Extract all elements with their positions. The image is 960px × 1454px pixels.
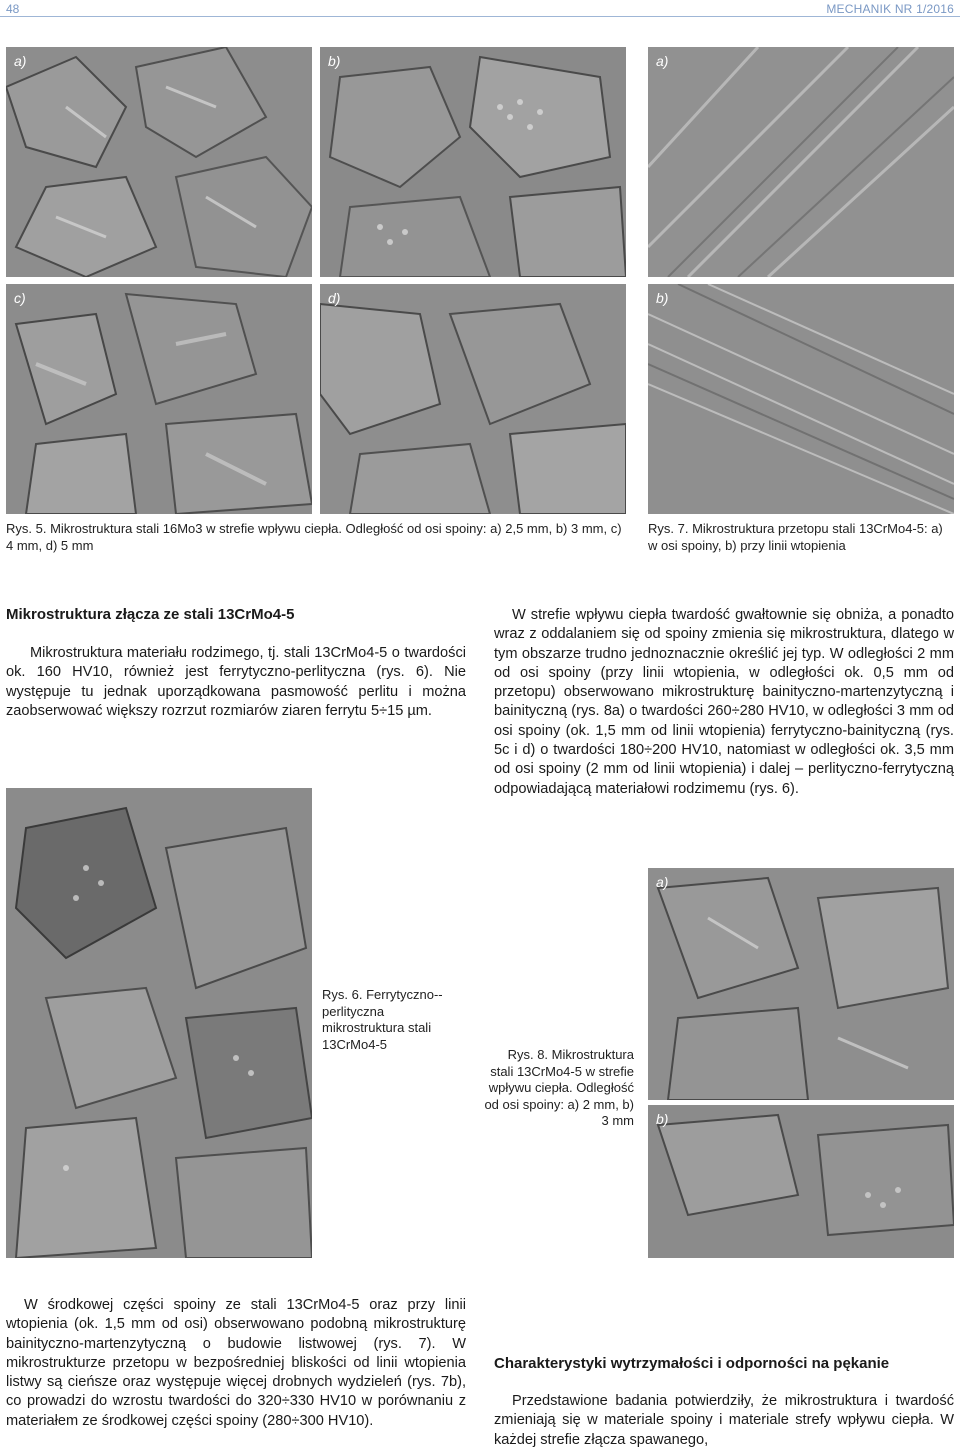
fig5-panel-a-micrograph: [6, 47, 312, 277]
journal-title: MECHANIK NR 1/2016: [826, 2, 954, 16]
micrograph-texture: [648, 47, 954, 277]
fig5-label-c: c): [14, 290, 26, 306]
micrograph-texture: [6, 284, 312, 514]
fig7-panel-b-micrograph: [648, 284, 954, 514]
micrograph-texture: [648, 868, 954, 1100]
fig8-label-a: a): [656, 874, 669, 890]
section2-paragraph: Przedstawione badania potwierdziły, że mikrostruktura i twardość zmieniają się w materiale spoiny i materiale strefy wpływu ciepła. W każdej strefie złącza spawanego,: [494, 1393, 954, 1448]
fig5-panel-c-micrograph: [6, 284, 312, 514]
fig6-micrograph: [6, 788, 312, 1258]
fig7-label-b: b): [656, 290, 669, 306]
header-rule: [0, 16, 960, 17]
page-number: 48: [6, 2, 20, 16]
fig5-caption: Rys. 5. Mikrostruktura stali 16Mo3 w strefie wpływu ciepła. Odległość od osi spoiny: a) 2,5 mm, b) 3 mm, c) 4 mm, d) 5 mm: [6, 521, 622, 553]
micrograph-texture: [6, 47, 312, 277]
fig8-caption: Rys. 8. Mikrostruktura stali 13CrMo4-5 w strefie wpływu ciepła. Odległość od osi spoiny: a) 2 mm, b) 3 mm: [484, 1047, 634, 1128]
micrograph-texture: [648, 284, 954, 514]
section1-paragraph: Mikrostruktura materiału rodzimego, tj. stali 13CrMo4-5 o twardości ok. 160 HV10, również jest ferrytyczno-perlityczna (rys. 6). Nie występuje tu jednak uporządkowana pasmowość perlitu i można zaobserwować większy rozrzut rozmiarów ziaren ferrytu 5÷15 µm.: [6, 645, 466, 719]
fig6-caption: Rys. 6. Ferrytyczno--perlityczna mikrostruktura stali 13CrMo4-5: [322, 987, 443, 1052]
fig7-panel-a-micrograph: [648, 47, 954, 277]
fig8-panel-a-micrograph: [648, 868, 954, 1100]
fig7-caption: Rys. 7. Mikrostruktura przetopu stali 13CrMo4-5: a) w osi spoiny, b) przy linii wtopienia: [648, 521, 943, 553]
fig8-label-b: b): [656, 1111, 669, 1127]
fig7-label-a: a): [656, 53, 669, 69]
micrograph-texture: [648, 1105, 954, 1258]
fig5-panel-b-micrograph: [320, 47, 626, 277]
fig5-label-b: b): [328, 53, 341, 69]
micrograph-texture: [6, 788, 312, 1258]
fig5-panel-d-micrograph: [320, 284, 626, 514]
bottom-left-paragraph: W środkowej części spoiny ze stali 13CrMo4-5 oraz przy linii wtopienia (ok. 1,5 mm od osi) obserwowano podobną mikrostrukturę bainityczno-martenzytyczną o budowie listwowej (rys. 7). W mikrostrukturze przetopu w bezpośredniej bliskości od linii wtopienia listwy są cieńsze oraz występuje więcej drobnych wydzieleń (rys. 7b), co prowadzi do wzrostu twardości do 320÷330 HV10 w porównaniu z materiałem ze środkowej części spoiny (280÷300 HV10).: [6, 1297, 466, 1429]
fig5-label-d: d): [328, 290, 341, 306]
fig8-panel-b-micrograph: [648, 1105, 954, 1258]
section-heading-strength: Charakterystyki wytrzymałości i odporności na pękanie: [494, 1355, 890, 1372]
micrograph-texture: [320, 284, 626, 514]
fig5-label-a: a): [14, 53, 27, 69]
micrograph-texture: [320, 47, 626, 277]
section-heading-microstructure: Mikrostruktura złącza ze stali 13CrMo4-5: [6, 606, 295, 623]
right-column-paragraph: W strefie wpływu ciepła twardość gwałtownie się obniża, a ponadto wraz z oddalaniem się od spoiny zmienia się mikrostruktura, dlatego w tym obszarze trudno jednoznacznie określić jej typ. W odległości 2 mm od osi spoiny (przy linii wtopienia, w odległości ok. 0,5 mm od przetopu) obserwowano mikrostrukturę bainityczno-martenzytyczną i bainityczną (rys. 8a) o twardości 260÷280 HV10, w odległości 3 mm od osi spoiny (ok. 1,5 mm od linii wtopienia) ferrytyczno-bainityczną (rys. 5c i d) o twardości 180÷200 HV10, natomiast w odległości ok. 3,5 mm od osi spoiny (2 mm od linii wtopienia) i dalej – perlityczno-ferrytyczną odpowiadającą materiałowi rodzimemu (rys. 6).: [494, 607, 954, 797]
